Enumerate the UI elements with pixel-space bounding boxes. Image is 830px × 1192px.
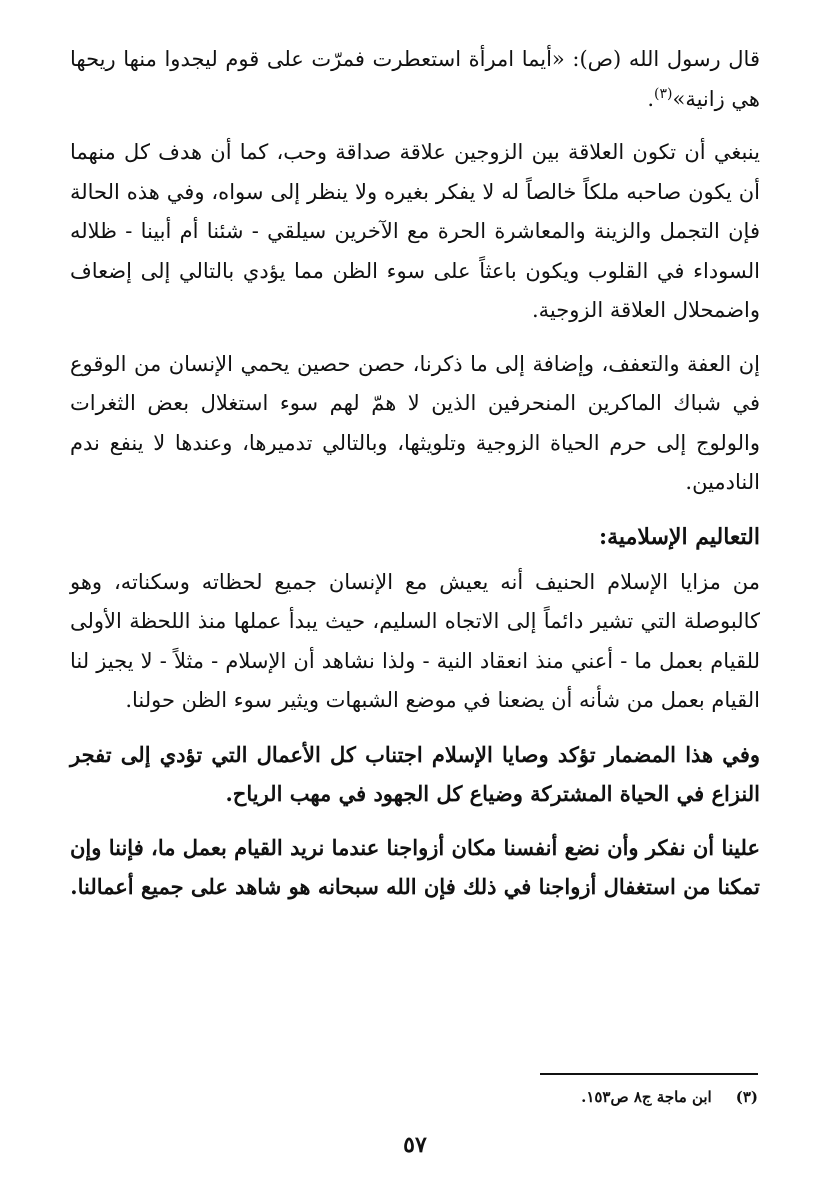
footnote-divider: [540, 1073, 758, 1075]
paragraph-islam-merits: من مزايا الإسلام الحنيف أنه يعيش مع الإنسان جميع لحظاته وسكناته، وهو كالبوصلة التي تشير دائماً إلى الاتجاه السليم، حيث يبدأ عملها منذ اللحظة الأولى للقيام بعمل ما - أعني منذ انعقاد النية - ولذا نشاهد أن الإسلام - مثلاً - لا يجيز لنا القيام بعمل من شأنه أن يضعنا في موضع الشبهات ويثير سوء الظن حولنا.: [70, 569, 760, 712]
paragraph-chastity: إن العفة والتعفف، وإضافة إلى ما ذكرنا، حصن حصين يحمي الإنسان من الوقوع في شباك الماكرين المنحرفين الذين لا همّ لهم سوء استغلال بعض الثغرات والولوج إلى حرم الحياة الزوجية وتلويثها، وبالتالي تدميرها، وعندها لا ينفع ندم النادمين.: [70, 351, 760, 494]
page-number: ٥٧: [403, 1132, 427, 1158]
paragraph-marital-relationship: ينبغي أن تكون العلاقة بين الزوجين علاقة صداقة وحب، كما أن هدف كل منهما أن يكون صاحبه ملكاً خالصاً له لا يفكر بغيره ولا ينظر إلى سواه، وفي هذه الحالة فإن التجمل والزينة والمعاشرة الحرة مع الآخرين سيلقي - شئنا أم أبينا - ظلاله السوداء في القلوب ويكون باعثاً على سوء الظن مما يؤدي بالتالي إلى إضعاف واضمحلال العلاقة الزوجية.: [70, 140, 760, 322]
paragraph-god-witness: علينا أن نفكر وأن نضع أنفسنا مكان أزواجنا عندما نريد القيام بعمل ما، فإننا وإن تمكنا من استغفال أزواجنا في ذلك فإن الله سبحانه هو شاهد على جميع أعمالنا.: [70, 834, 760, 899]
paragraph-hadith: [70, 40, 760, 119]
footnote-reference[interactable]: (٣): [654, 85, 673, 102]
paragraph-text: قال رسول الله (ص): «أيما امرأة استعطرت فمرّت على قوم ليجدوا منها ريحها هي زانية»: [70, 47, 760, 111]
paragraph-avoid-conflict: وفي هذا المضمار تؤكد وصايا الإسلام اجتناب كل الأعمال التي تؤدي إلى تفجر النزاع في الحياة المشتركة وضياع كل الجهود في مهب الرياح.: [70, 741, 760, 806]
page-body: [70, 40, 760, 921]
footnote-number: (٣): [735, 1088, 758, 1106]
footnote: [358, 1086, 758, 1108]
footnote-text: ابن ماجة ج٨ ص١٥٣.: [581, 1088, 712, 1106]
section-heading: التعاليم الإسلامية:: [599, 523, 760, 550]
paragraph-trailing-punctuation: .: [647, 86, 654, 111]
